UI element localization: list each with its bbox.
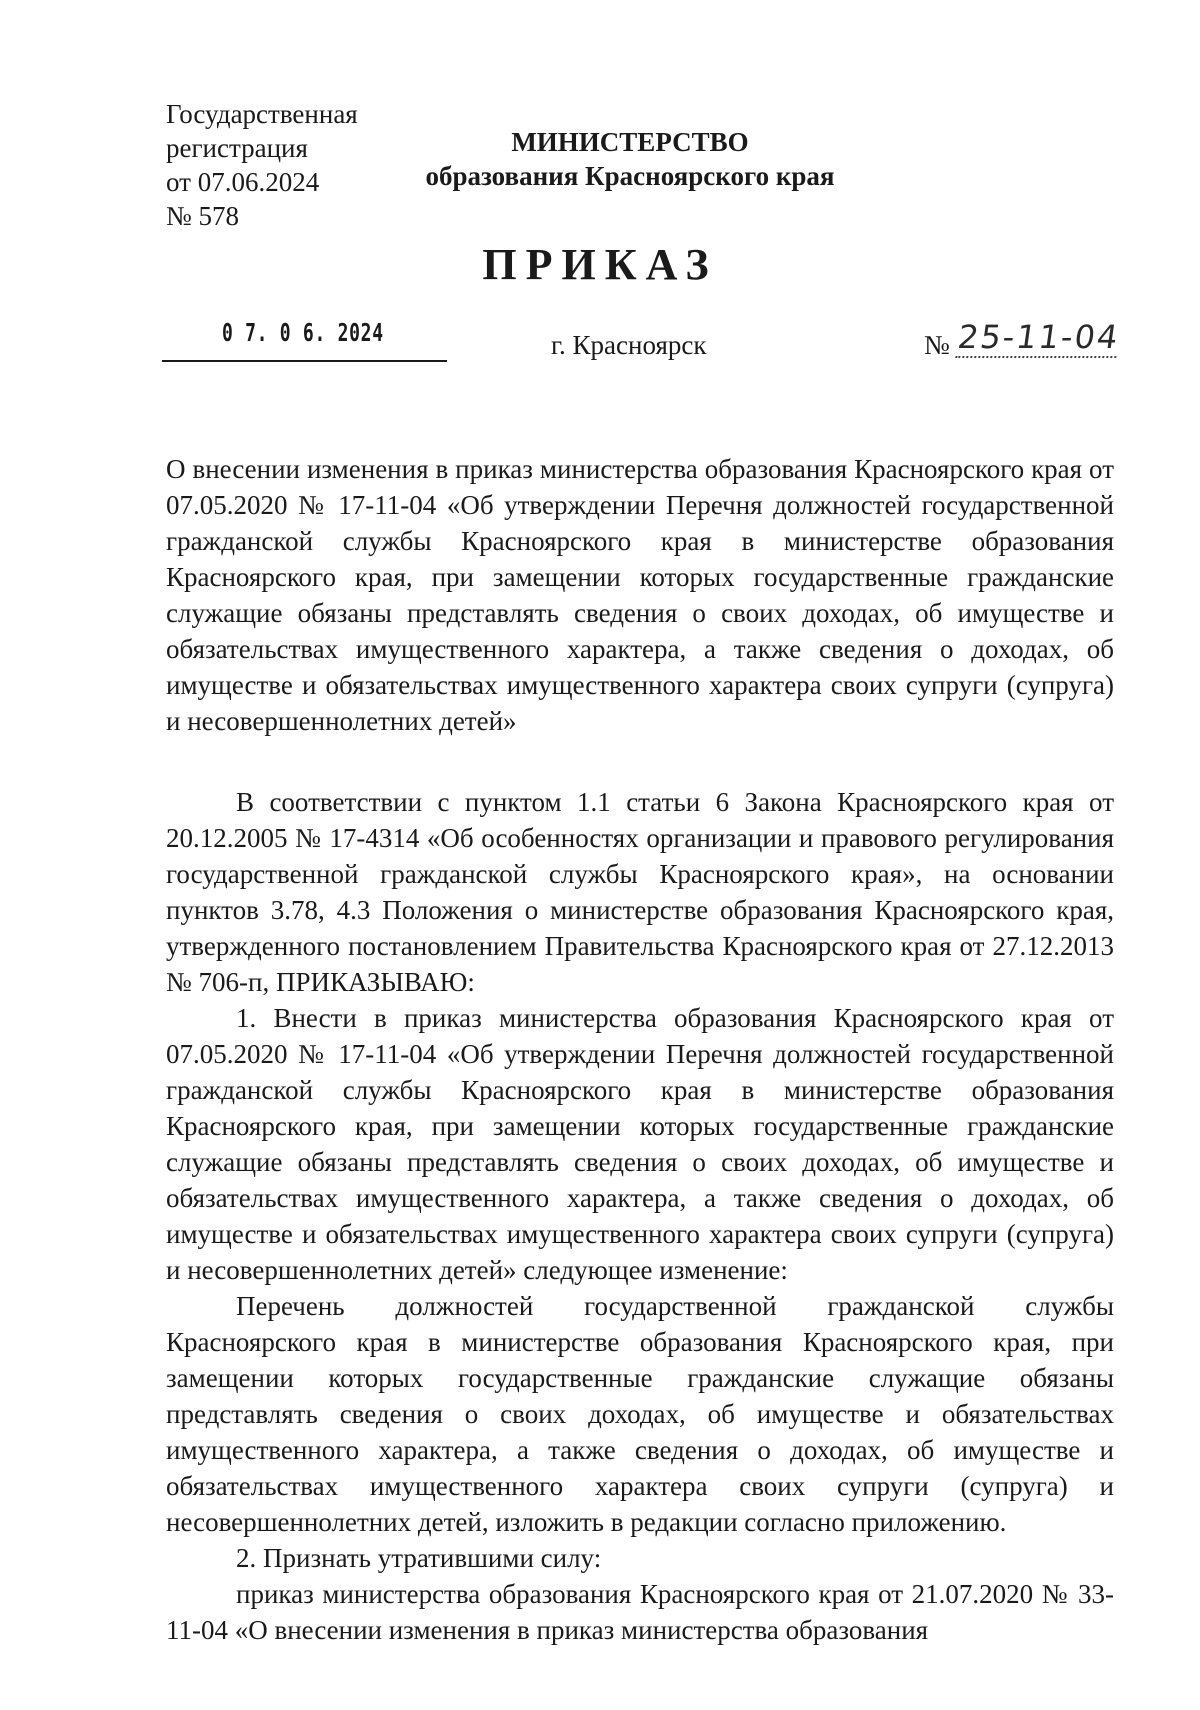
preamble-paragraph: В соответствии с пунктом 1.1 статьи 6 Закона Красноярского края от 20.12.2005 № 17-4314 «Об особенностях организации и правового регулирования государственной гражданской службы Красноярского края», на основании пунктов 3.78, 4.3 Положения о министерстве образования Красноярского края, утвержденного постановлением Правительства Красноярского края от 27.12.2013 № 706-п, ПРИКАЗЫВАЮ: [166,787,1114,997]
ministry-header [410,125,850,193]
city-label: г. Красноярск [551,330,707,360]
date-field [162,318,447,362]
registration-number: № 578 [166,201,240,231]
ministry-name: МИНИСТЕРСТВО [511,127,749,157]
order-title: ПРИКАЗ [482,240,718,289]
registration-line: Государственная [166,99,358,129]
registration-line: регистрация [166,133,308,163]
number-sign: № [924,330,950,360]
registration-block [166,97,426,233]
item-2-paragraph: 2. Признать утратившими силу: [236,1543,602,1573]
order-number-handwritten: 25-11-04 [955,318,1123,356]
order-subject: О внесении изменения в приказ министерства образования Красноярского края от 07.05.2020 № 17-11-04 «Об утверждении Перечня должностей государственной гражданской службы Красноярского края в министерстве образования Красноярского края, при замещении которых государственные гражданские служащие обязаны представлять сведения о своих доходах, об имуществе и обязательствах имущественного характера, а также сведения о доходах, об имуществе и обязательствах имущественного характера своих супруги (супруга) и несовершеннолетних детей» [166,454,1114,736]
registration-date: от 07.06.2024 [166,167,320,197]
item-1-paragraph: 1. Внести в приказ министерства образования Красноярского края от 07.05.2020 № 17-11-04 «Об утверждении Перечня должностей государственной гражданской службы Красноярского края в министерстве образования Красноярского края, при замещении которых государственные гражданские служащие обязаны представлять сведения о своих доходах, об имуществе и обязательствах имущественного характера, а также сведения о доходах, об имуществе и обязательствах имущественного характера своих супруги (супруга) и несовершеннолетних детей» следующее изменение: [166,1003,1114,1285]
ministry-subtitle: образования Красноярского края [425,161,835,191]
date-stamp: 0 7. 0 6. 2024 [222,318,384,347]
order-body [166,784,1114,1648]
item-2-text-paragraph: приказ министерства образования Красноярского края от 21.07.2020 № 33-11-04 «О внесении изменения в приказ министерства образования [166,1579,1114,1645]
item-1-text-paragraph: Перечень должностей государственной гражданской службы Красноярского края в министерстве образования Красноярского края, при замещении которых государственные гражданские служащие обязаны представлять сведения о своих доходах, об имуществе и обязательствах имущественного характера, а также сведения о доходах, об имуществе и обязательствах имущественного характера своих супруги (супруга) и несовершеннолетних детей, изложить в редакции согласно приложению. [166,1291,1114,1537]
